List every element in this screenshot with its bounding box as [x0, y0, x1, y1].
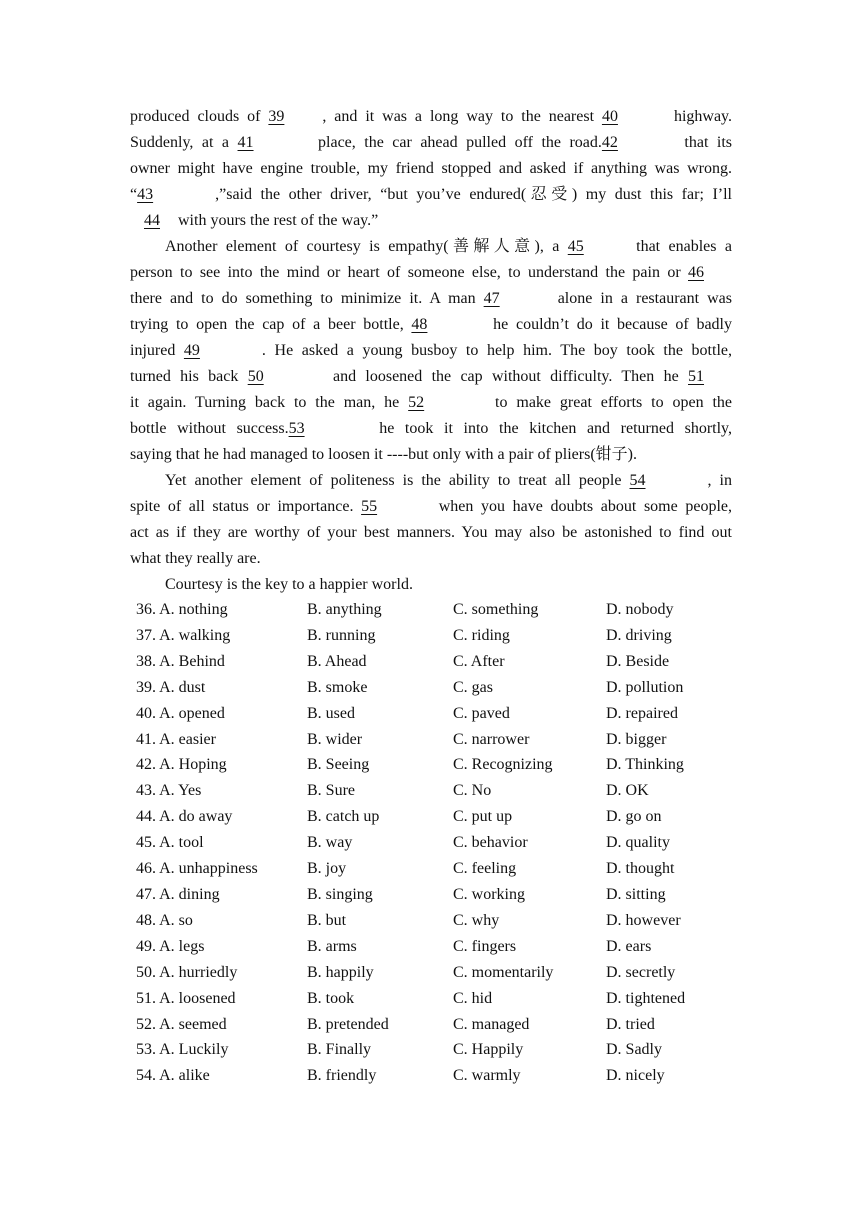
option-d: D. pollution: [606, 678, 684, 696]
option-c: C. No: [453, 782, 492, 800]
question-row: [136, 649, 736, 675]
blank-42: 42: [601, 134, 618, 151]
option-a: 52. A. seemed: [136, 1015, 227, 1033]
option-d: D. Thinking: [606, 756, 684, 774]
blank-43: 43: [137, 186, 154, 203]
option-a: 50. A. hurriedly: [136, 963, 238, 981]
text: there and to do something to minimize it. A man: [130, 290, 484, 307]
passage-line: [130, 286, 732, 312]
option-c: C. After: [453, 652, 505, 670]
blank-45: 45: [567, 238, 584, 255]
question-row: [136, 1012, 736, 1038]
option-a: 41. A. easier: [136, 730, 216, 748]
option-c: C. fingers: [453, 937, 517, 955]
option-d: D. repaired: [606, 704, 678, 722]
question-row: [136, 986, 736, 1012]
blank-50: 50: [247, 368, 264, 385]
option-c: C. feeling: [453, 860, 517, 878]
option-c: C. Recognizing: [453, 756, 553, 774]
option-d: D. sitting: [606, 885, 666, 903]
option-a: 54. A. alike: [136, 1067, 210, 1085]
option-a: 40. A. opened: [136, 704, 225, 722]
option-a: 42. A. Hoping: [136, 756, 227, 774]
question-row: [136, 778, 736, 804]
option-b: B. smoke: [307, 678, 368, 696]
option-c: C. gas: [453, 678, 493, 696]
option-c: C. working: [453, 885, 525, 903]
passage-line: [130, 260, 732, 286]
option-d: D. Sadly: [606, 1041, 662, 1059]
option-a: 46. A. unhappiness: [136, 860, 258, 878]
option-c: C. hid: [453, 989, 493, 1007]
question-row: [136, 727, 736, 753]
text: . He asked a young busboy to help him. The boy took the bottle,: [261, 342, 732, 359]
answer-options: [136, 597, 736, 1089]
passage-line: [130, 416, 732, 442]
text: Yet another element of politeness is the ability to treat all people: [165, 472, 630, 489]
option-c: C. riding: [453, 626, 510, 644]
text: and loosened the cap without difficulty. Then he: [323, 368, 689, 385]
passage-line: owner might have engine trouble, my friend stopped and asked if anything was wrong.: [130, 160, 732, 177]
question-row: [136, 1037, 736, 1063]
question-row: [136, 934, 736, 960]
option-c: C. something: [453, 601, 539, 618]
option-b: B. pretended: [307, 1015, 389, 1033]
passage-line: [130, 208, 732, 234]
option-b: B. singing: [307, 885, 373, 903]
option-b: B. Finally: [307, 1041, 372, 1059]
option-d: D. however: [606, 911, 681, 929]
option-b: B. joy: [307, 860, 347, 878]
option-c: C. momentarily: [453, 963, 554, 981]
option-a: 39. A. dust: [136, 678, 206, 696]
question-row: [136, 960, 736, 986]
cloze-passage: [130, 104, 732, 598]
option-d: D. tried: [606, 1015, 655, 1033]
option-a: 36. A. nothing: [136, 601, 228, 618]
option-b: B. Sure: [307, 782, 355, 800]
option-a: 48. A. so: [136, 911, 193, 929]
question-row: [136, 675, 736, 701]
text: injured: [130, 342, 184, 359]
text: that its: [675, 134, 733, 151]
option-b: B. catch up: [307, 808, 380, 826]
option-d: D. nobody: [606, 601, 674, 618]
blank-40: 40: [601, 108, 618, 125]
option-a: 37. A. walking: [136, 626, 231, 644]
passage-line: [130, 234, 732, 260]
option-b: B. Seeing: [307, 756, 370, 774]
blank-44: 44: [144, 212, 160, 229]
text: he took it into the kitchen and returned shortly,: [368, 420, 733, 437]
blank-48: 48: [411, 316, 428, 333]
option-c: C. put up: [453, 808, 513, 826]
text: alone in a restaurant was: [549, 290, 732, 307]
option-a: 49. A. legs: [136, 937, 205, 955]
option-c: C. warmly: [453, 1067, 521, 1085]
text: turned his back: [130, 368, 248, 385]
option-b: B. anything: [307, 601, 382, 618]
option-c: C. paved: [453, 704, 510, 722]
option-b: B. but: [307, 911, 347, 929]
text: highway.: [673, 108, 732, 125]
passage-line: [130, 494, 732, 520]
blank-41: 41: [237, 134, 254, 151]
text: that enables a: [627, 238, 732, 255]
question-row: [136, 701, 736, 727]
text: Another element of courtesy is empathy(善解人意), a: [165, 238, 568, 255]
passage-line: Courtesy is the key to a happier world.: [165, 576, 413, 593]
passage-line: [130, 312, 732, 338]
option-b: B. took: [307, 989, 355, 1007]
text: Suddenly, at a: [130, 134, 238, 151]
blank-51: 51: [688, 368, 705, 385]
option-b: B. used: [307, 704, 355, 722]
text: “: [130, 186, 138, 203]
option-d: D. tightened: [606, 989, 686, 1007]
question-row: [136, 908, 736, 934]
option-d: D. driving: [606, 626, 672, 644]
blank-55: 55: [361, 498, 378, 515]
text: trying to open the cap of a beer bottle,: [130, 316, 412, 333]
option-d: D. thought: [606, 860, 675, 878]
option-c: C. narrower: [453, 730, 530, 748]
question-row: [136, 856, 736, 882]
question-row: [136, 1063, 736, 1089]
option-b: B. friendly: [307, 1067, 377, 1085]
question-row: [136, 623, 736, 649]
question-row: [136, 882, 736, 908]
blank-52: 52: [408, 394, 425, 411]
blank-53: 53: [288, 420, 305, 437]
option-b: B. running: [307, 626, 376, 644]
text: produced clouds of: [130, 108, 269, 125]
text: place, the car ahead pulled off the road.: [309, 134, 602, 151]
passage-line: [130, 338, 732, 364]
option-b: B. arms: [307, 937, 357, 955]
option-a: 44. A. do away: [136, 808, 233, 826]
option-d: D. secretly: [606, 963, 676, 981]
passage-line: what they really are.: [130, 550, 261, 567]
blank-46: 46: [688, 264, 704, 281]
option-d: D. bigger: [606, 730, 667, 748]
blank-49: 49: [183, 342, 200, 359]
option-a: 47. A. dining: [136, 885, 220, 903]
text: to make great efforts to open the: [486, 394, 733, 411]
option-d: D. Beside: [606, 652, 670, 670]
text: , and it was a long way to the nearest: [322, 108, 602, 125]
blank-47: 47: [483, 290, 500, 307]
option-c: C. why: [453, 911, 500, 929]
text: it again. Turning back to the man, he: [130, 394, 409, 411]
option-a: 45. A. tool: [136, 834, 204, 852]
passage-line: [130, 130, 732, 156]
passage-line: [130, 468, 732, 494]
passage-line: [130, 182, 732, 208]
option-a: 51. A. loosened: [136, 989, 236, 1007]
option-d: D. OK: [606, 782, 649, 800]
option-d: D. ears: [606, 937, 652, 955]
text: ,”said the other driver, “but you’ve endured(忍受) my dust this far; I’ll: [215, 186, 732, 203]
option-d: D. nicely: [606, 1067, 665, 1085]
option-c: C. managed: [453, 1015, 530, 1033]
option-b: B. happily: [307, 963, 374, 981]
text: bottle without success.: [130, 420, 289, 437]
option-c: C. Happily: [453, 1041, 524, 1059]
option-d: D. go on: [606, 808, 662, 826]
passage-line: [130, 390, 732, 416]
question-row: [136, 804, 736, 830]
passage-line: act as if they are worthy of your best manners. You may also be astonished to find out: [130, 524, 732, 541]
option-a: 53. A. Luckily: [136, 1041, 229, 1059]
passage-line: saying that he had managed to loosen it ----but only with a pair of pliers(钳子).: [130, 446, 637, 463]
question-row: [136, 752, 736, 778]
text: , in: [707, 472, 732, 489]
question-row: [136, 830, 736, 856]
text: person to see into the mind or heart of someone else, to understand the pain or: [130, 264, 688, 281]
option-a: 43. A. Yes: [136, 782, 202, 800]
option-b: B. way: [307, 834, 353, 852]
text: he couldn’t do it because of badly: [485, 316, 733, 333]
option-c: C. behavior: [453, 834, 528, 852]
question-row: [136, 597, 736, 623]
option-b: B. Ahead: [307, 652, 367, 670]
text: with yours the rest of the way.”: [174, 212, 379, 229]
option-a: 38. A. Behind: [136, 652, 225, 670]
option-d: D. quality: [606, 834, 670, 852]
blank-54: 54: [629, 472, 646, 489]
option-b: B. wider: [307, 730, 363, 748]
text: when you have doubts about some people,: [431, 498, 733, 515]
blank-39: 39: [268, 108, 285, 125]
passage-line: [130, 104, 732, 130]
text: spite of all status or importance.: [130, 498, 362, 515]
passage-line: [130, 364, 732, 390]
